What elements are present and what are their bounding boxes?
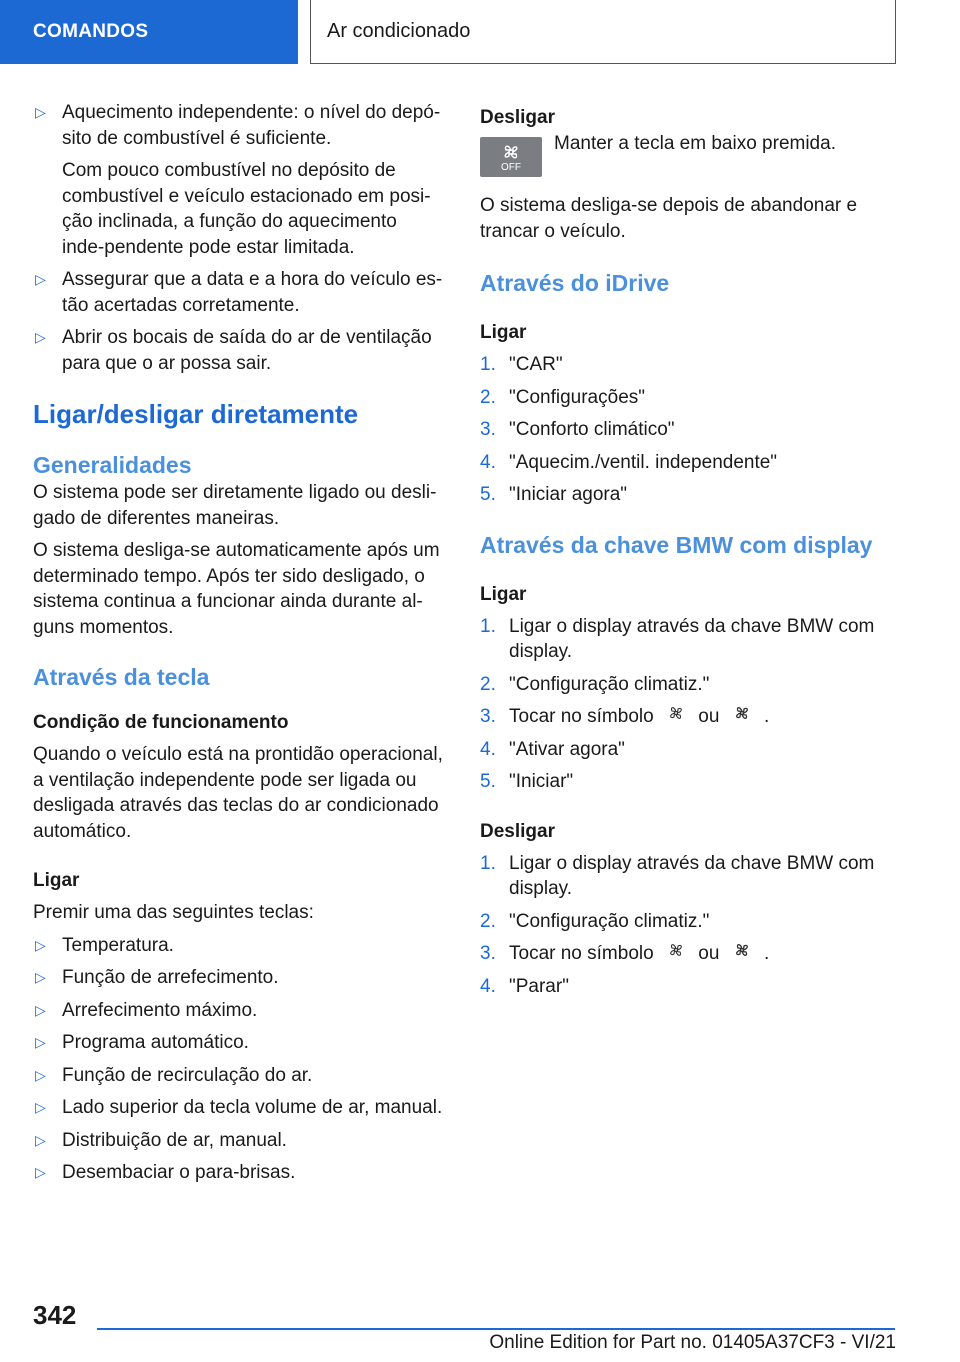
chapter-title: Ar condicionado — [327, 20, 471, 42]
paragraph: O sistema pode ser diretamente ligado ou desli-gado de diferentes maneiras. — [33, 482, 437, 529]
list-item: ▷ Arrefecimento máximo. — [35, 999, 258, 1021]
paragraph: O sistema desliga-se automaticamente após um determinado tempo. Após ter sido desligado, o sistema continua a funcionar ainda durante al-guns momentos. — [33, 540, 440, 638]
list-item: ▷ Lado superior da tecla volume de ar, manual. — [35, 1097, 443, 1118]
step-item: 3. Tocar no símbolo ou . — [480, 704, 892, 730]
list-item: ▷ Desembaciar o para-brisas. — [35, 1162, 296, 1183]
step-item: 5. "Iniciar" — [480, 771, 574, 793]
footer-rule — [97, 1328, 895, 1330]
step-item: 4. "Aquecim./ventil. independente" — [480, 451, 778, 473]
list-item: ▷ Aquecimento independente: o nível do depó-sito de combustível é suficiente. — [35, 102, 441, 149]
step-item: 4. "Ativar agora" — [480, 738, 625, 760]
key-on-steps — [480, 614, 892, 698]
step-item: 2. "Configurações" — [480, 386, 646, 408]
step-item: 2. "Configuração climatiz." — [480, 673, 710, 695]
list-item: ▷ Temperatura. — [35, 934, 174, 956]
minor-heading: Desligar — [480, 820, 555, 842]
paragraph: Premir uma das seguintes teclas: — [33, 902, 314, 923]
section-label: COMANDOS — [33, 21, 149, 42]
section-heading: Ligar/desligar diretamente — [33, 399, 359, 429]
fan-icon — [667, 941, 685, 967]
step-item: 3. Tocar no símbolo ou . — [480, 941, 892, 967]
list-item: ▷ Função de arrefecimento. — [35, 967, 279, 988]
subsection-heading: Através da tecla — [33, 664, 210, 690]
subsection-heading: Através do iDrive — [480, 270, 670, 296]
hold-instruction: Manter a tecla em baixo premida. — [554, 133, 836, 154]
left-column — [33, 100, 443, 1186]
minor-heading: Ligar — [480, 322, 527, 343]
list-item-continuation: Com pouco combustível no depósito de combustível e veículo estacionado em posi-ção inclinada, a função do aquecimento inde-pendente pode estar limitada. — [62, 160, 431, 258]
fan-heat-icon — [733, 704, 751, 730]
step-item: 1. "CAR" — [480, 354, 563, 375]
step-item: 4. "Parar" — [480, 975, 569, 997]
edition-note: Online Edition for Part no. 01405A37CF3 - VI/21 — [489, 1332, 896, 1353]
step-item: 1. Ligar o display através da chave BMW com display. — [480, 852, 875, 900]
idrive-steps — [480, 352, 892, 508]
step-item: 2. "Configuração climatiz." — [480, 910, 710, 932]
list-item: ▷ Função de recirculação do ar. — [35, 1064, 313, 1086]
list-item: ▷ Distribuição de ar, manual. — [35, 1129, 287, 1151]
page-number: 342 — [33, 1300, 77, 1330]
fan-off-key-icon: OFF — [480, 137, 542, 177]
step-item: 1. Ligar o display através da chave BMW com display. — [480, 615, 875, 662]
right-column — [480, 100, 892, 999]
key-on-steps-continued — [480, 737, 892, 795]
subsection-heading: Através da chave BMW com display — [480, 531, 873, 558]
step-item: 3. "Conforto climático" — [480, 419, 675, 440]
key-off-steps — [480, 851, 892, 935]
minor-heading: Desligar — [480, 107, 555, 128]
paragraph: Quando o veículo está na prontidão operacional, a ventilação independente pode ser ligada ou desligada através das teclas do ar condicionado automático. — [33, 744, 443, 842]
fan-heat-icon — [733, 941, 751, 967]
section-tab — [0, 0, 298, 64]
off-key-row — [480, 133, 892, 177]
minor-heading: Ligar — [480, 583, 527, 605]
fan-icon — [667, 704, 685, 730]
subsection-heading: Generalidades — [33, 452, 192, 478]
paragraph: O sistema desliga-se depois de abandonar e trancar o veículo. — [480, 195, 858, 242]
chapter-header — [310, 0, 896, 64]
minor-heading: Condição de funcionamento — [33, 712, 289, 733]
list-item: ▷ Abrir os bocais de saída do ar de ventilação para que o ar possa sair. — [35, 327, 432, 374]
keys-list — [33, 933, 443, 1186]
list-item: ▷ Programa automático. — [35, 1032, 249, 1053]
step-item: 5. "Iniciar agora" — [480, 484, 628, 505]
list-item: ▷ Assegurar que a data e a hora do veículo es-tão acertadas corretamente. — [35, 269, 443, 316]
minor-heading: Ligar — [33, 870, 80, 891]
